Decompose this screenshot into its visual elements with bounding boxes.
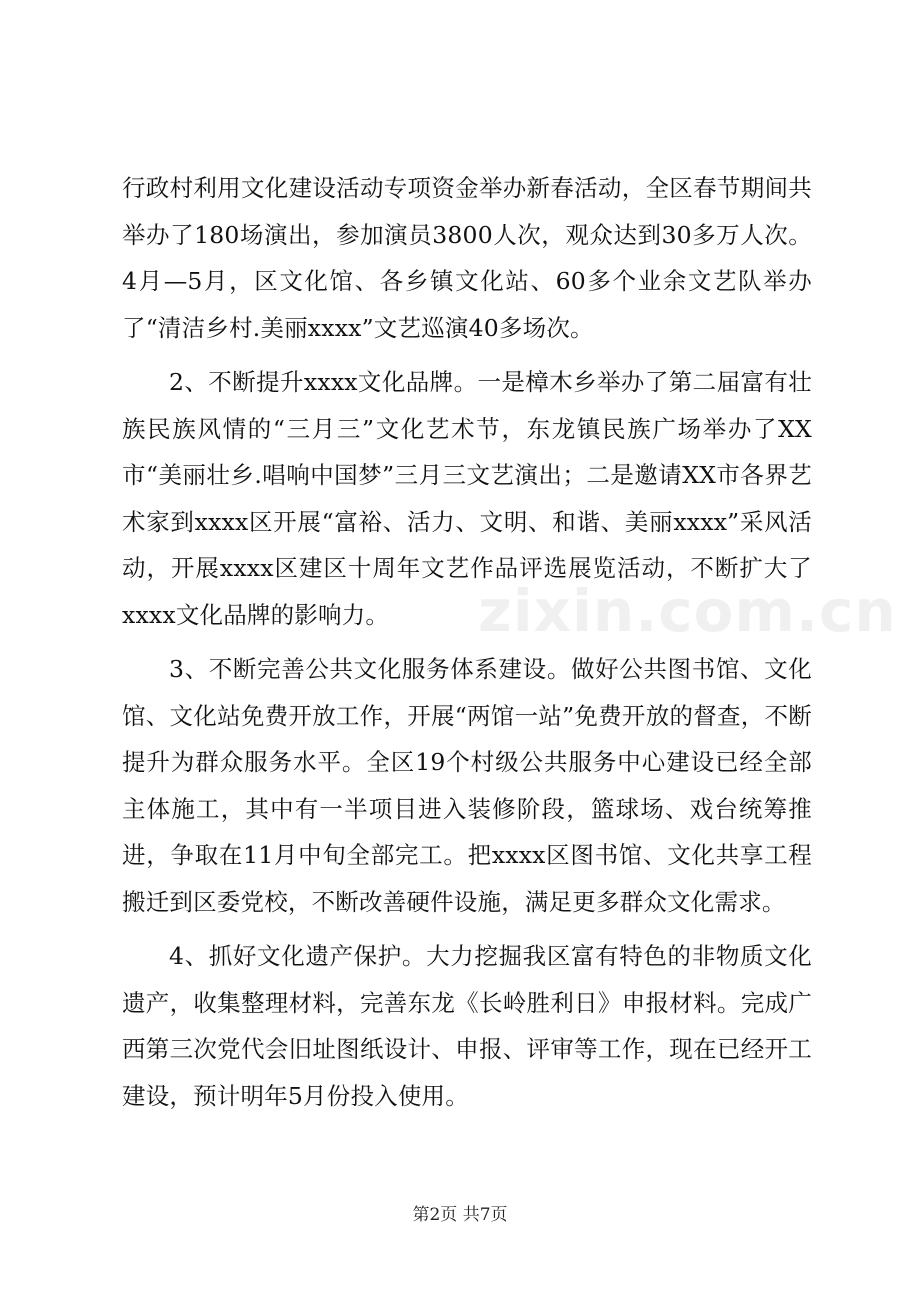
page-footer: 第2页 共7页: [412, 1205, 508, 1225]
paragraph-culture-brand: 2、不断提升xxxx文化品牌。一是樟木乡举办了第二届富有壮族民族风情的“三月三”文化艺术节，东龙镇民族广场举办了XX市“美丽壮乡.唱响中国梦”三月三文艺演出；二是邀请XX市各界艺术家到xxxx区开展“富裕、活力、文明、和谐、美丽xxxx”采风活动，开展xxxx区建区十周年文艺作品评选展览活动，不断扩大了xxxx文化品牌的影响力。: [122, 368, 812, 629]
paragraph-heritage: 4、抓好文化遗产保护。大力挖掘我区富有特色的非物质文化遗产，收集整理材料，完善东龙《长岭胜利日》申报材料。完成广西第三次党代会旧址图纸设计、申报、评审等工作，现在已经开工建设，预计明年5月份投入使用。: [122, 942, 812, 1110]
watermark-text: zixin.com.cn: [478, 577, 897, 645]
document-body: [122, 165, 812, 1119]
paragraph-public-service: 3、不断完善公共文化服务体系建设。做好公共图书馆、文化馆、文化站免费开放工作，开展“两馆一站”免费开放的督查，不断提升为群众服务水平。全区19个村级公共服务中心建设已经全部主体施工，其中有一半项目进入装修阶段，篮球场、戏台统筹推进，争取在11月中旬全部完工。把xxxx区图书馆、文化共享工程搬迁到区委党校，不断改善硬件设施，满足更多群众文化需求。: [122, 655, 812, 916]
paragraph-continuation: 行政村利用文化建设活动专项资金举办新春活动，全区春节期间共举办了180场演出，参加演员3800人次，观众达到30多万人次。4月—5月，区文化馆、各乡镇文化站、60多个业余文艺队举办了“清洁乡村.美丽xxxx”文艺巡演40多场次。: [122, 174, 812, 342]
